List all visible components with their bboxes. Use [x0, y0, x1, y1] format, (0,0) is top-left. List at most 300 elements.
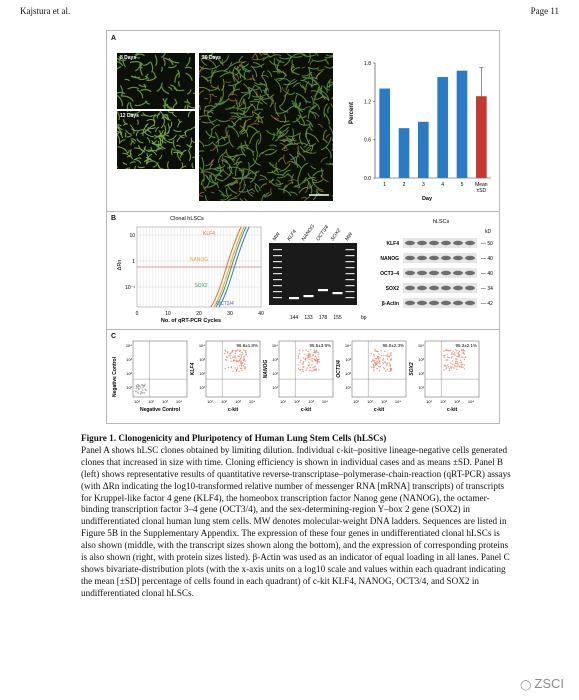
cell-event — [451, 357, 452, 358]
cell-event — [306, 368, 307, 369]
cell-event — [228, 367, 229, 368]
ladder-band — [346, 279, 355, 280]
cell-event — [457, 363, 458, 364]
cell-event — [308, 354, 309, 355]
cell-event — [225, 350, 226, 351]
quadrant-percentage: 96.8±1.8% — [236, 343, 258, 348]
kd-value: — 34 — [481, 286, 493, 292]
flow-x-tick: 10³ — [381, 399, 387, 404]
cell-event — [384, 368, 385, 369]
cell-event — [464, 353, 465, 354]
cell-event — [242, 352, 243, 353]
cell-event — [309, 370, 310, 371]
flow-x-tick: 10² — [148, 399, 154, 404]
cell-event — [459, 362, 460, 363]
cell-event — [304, 354, 305, 355]
running-header-author: Kajstura et al. — [20, 6, 71, 16]
protein-label: SOX2 — [385, 286, 399, 292]
ladder-band — [346, 297, 355, 298]
protein-label: β-Actin — [381, 301, 399, 307]
cell-event — [446, 368, 447, 369]
ladder-band — [273, 267, 282, 268]
cell-event — [318, 361, 319, 362]
flow-y-tick: 10³ — [199, 357, 205, 362]
y-tick-label: 0.0 — [364, 176, 371, 182]
micrograph-title: 12 Days — [120, 113, 139, 119]
cell-event — [383, 358, 384, 359]
cell-event — [300, 360, 301, 361]
cell-event — [308, 365, 309, 366]
cell-event — [371, 361, 372, 362]
cell-event — [444, 355, 445, 356]
protein-band — [405, 271, 415, 275]
cell-event — [140, 391, 141, 392]
cell-event — [240, 360, 241, 361]
protein-band — [417, 256, 427, 260]
cell-event — [452, 360, 453, 361]
x-tick-label: 4 — [441, 182, 445, 188]
cell-event — [313, 358, 314, 359]
cell-event — [457, 361, 458, 362]
protein-band — [405, 301, 415, 305]
cell-event — [298, 355, 299, 356]
cell-event — [454, 354, 455, 355]
cell-event — [299, 353, 300, 354]
flow-y-label: OCT3/4 — [336, 360, 342, 378]
panel-a-label: A — [111, 35, 117, 42]
cell-event — [465, 356, 466, 357]
flow-y-tick: 10¹ — [126, 385, 132, 390]
protein-band — [429, 241, 439, 245]
kd-value: — 40 — [481, 256, 493, 262]
cell-event — [235, 360, 236, 361]
cell-event — [312, 370, 313, 371]
cell-event — [232, 350, 233, 351]
ladder-band — [273, 249, 282, 250]
cell-event — [453, 350, 454, 351]
gene-curve-label: KLF4 — [203, 231, 215, 237]
cell-event — [387, 358, 388, 359]
protein-band — [453, 256, 463, 260]
cell-event — [298, 368, 299, 369]
cell-event — [458, 354, 459, 355]
cell-event — [232, 356, 233, 357]
micrograph-8-days — [117, 53, 195, 109]
cell-event — [371, 353, 372, 354]
cell-event — [390, 365, 391, 366]
cell-event — [142, 390, 143, 391]
cell-event — [455, 363, 456, 364]
western-blot — [369, 217, 495, 317]
qpcr-y-tick: 10⁻¹ — [125, 285, 135, 291]
flow-y-tick: 10¹ — [418, 385, 424, 390]
ladder-band — [273, 285, 282, 286]
flow-y-tick: 10⁴ — [198, 343, 205, 348]
qpcr-y-tick: 1 — [132, 259, 135, 265]
cell-event — [457, 352, 458, 353]
flow-y-tick: 10² — [126, 371, 132, 376]
cell-event — [227, 357, 228, 358]
cell-event — [312, 355, 313, 356]
cell-event — [239, 360, 240, 361]
transcript-size: 144 — [289, 315, 299, 321]
cell-event — [462, 367, 463, 368]
cell-event — [448, 350, 449, 351]
ladder-band — [273, 273, 282, 274]
flow-x-tick: 10¹ — [207, 399, 213, 404]
x-tick-label: Mean — [475, 182, 488, 188]
cell-event — [447, 359, 448, 360]
cell-event — [244, 360, 245, 361]
flow-y-tick: 10¹ — [272, 385, 278, 390]
cell-event — [379, 363, 380, 364]
cell-event — [447, 364, 448, 365]
cell-event — [138, 388, 139, 389]
cell-event — [446, 349, 447, 350]
flow-y-tick: 10⁴ — [417, 343, 424, 348]
cell-event — [374, 349, 375, 350]
cell-event — [378, 362, 379, 363]
x-tick-label: ±SD — [476, 188, 487, 194]
flow-y-tick: 10¹ — [345, 385, 351, 390]
quadrant-percentage: 95.3±2.1% — [455, 343, 477, 348]
cell-event — [226, 356, 227, 357]
watermark — [520, 676, 564, 691]
transcript-size: 133 — [304, 315, 313, 321]
cell-event — [240, 357, 241, 358]
cell-event — [244, 363, 245, 364]
cell-event — [244, 359, 245, 360]
cell-event — [144, 389, 145, 390]
cell-event — [383, 355, 384, 356]
protein-band — [429, 271, 439, 275]
flow-y-tick: 10¹ — [199, 385, 205, 390]
day-bar — [437, 77, 448, 178]
gel-lane-label: MW — [344, 231, 355, 243]
cell-event — [227, 351, 228, 352]
cell-event — [232, 371, 233, 372]
cell-event — [302, 350, 303, 351]
cell-event — [461, 362, 462, 363]
cell-event — [143, 386, 144, 387]
cell-event — [373, 354, 374, 355]
cell-event — [387, 369, 388, 370]
cell-event — [309, 353, 310, 354]
gel-lane-label: OCT3/4 — [315, 224, 331, 243]
ladder-band — [273, 261, 282, 262]
flow-y-label: KLF4 — [190, 362, 196, 376]
pcr-band — [333, 292, 343, 294]
cell-event — [238, 356, 239, 357]
y-tick-label: 0.6 — [364, 137, 371, 144]
kd-value: — 42 — [481, 301, 493, 307]
cell-event — [373, 370, 374, 371]
cell-event — [374, 365, 375, 366]
cell-event — [316, 350, 317, 351]
cloning-efficiency-chart — [347, 53, 495, 203]
flow-y-tick: 10² — [272, 371, 278, 376]
cells-texture — [117, 53, 195, 109]
cell-event — [462, 357, 463, 358]
flow-x-label: c-kit — [446, 407, 458, 413]
cell-event — [310, 349, 311, 350]
cell-event — [455, 366, 456, 367]
protein-band — [453, 301, 463, 305]
cell-event — [381, 355, 382, 356]
cell-event — [316, 368, 317, 369]
qpcr-title: Clonal hLSCs — [170, 216, 204, 222]
cell-event — [242, 362, 243, 363]
ladder-band — [346, 255, 355, 256]
day-bar — [379, 89, 390, 178]
cell-event — [225, 368, 226, 369]
cell-event — [234, 355, 235, 356]
cell-event — [315, 366, 316, 367]
flow-cytometry-row — [111, 335, 497, 421]
flow-plot — [425, 341, 479, 397]
cell-event — [457, 366, 458, 367]
cell-event — [303, 366, 304, 367]
cell-event — [452, 364, 453, 365]
cell-event — [459, 351, 460, 352]
ladder-band — [273, 291, 282, 292]
cell-event — [451, 352, 452, 353]
cell-event — [311, 358, 312, 359]
cell-event — [136, 388, 137, 389]
transcript-size: 178 — [318, 315, 328, 321]
protein-band — [465, 301, 475, 305]
panel-b-label: B — [111, 215, 117, 222]
cell-event — [464, 368, 465, 369]
cell-event — [139, 385, 140, 386]
qpcr-x-tick: 10 — [165, 311, 171, 317]
cell-event — [303, 371, 304, 372]
cell-event — [240, 368, 241, 369]
protein-band — [465, 271, 475, 275]
cells-texture — [117, 111, 195, 169]
cell-event — [246, 354, 247, 355]
cell-event — [378, 366, 379, 367]
cell-event — [464, 365, 465, 366]
flow-x-tick: 10² — [440, 399, 446, 404]
cell-event — [242, 354, 243, 355]
qpcr-y-label: ΔRn — [117, 259, 123, 271]
flow-x-tick: 10¹ — [353, 399, 359, 404]
cell-event — [318, 359, 319, 360]
cell-event — [444, 365, 445, 366]
cell-event — [463, 350, 464, 351]
cell-event — [315, 352, 316, 353]
cell-event — [241, 355, 242, 356]
protein-band — [441, 256, 451, 260]
cell-event — [462, 364, 463, 365]
chat-bubble-icon: ◯ — [520, 680, 532, 691]
cell-event — [456, 359, 457, 360]
quadrant-percentage: 96.0±2.3% — [382, 343, 404, 348]
cell-event — [317, 352, 318, 353]
cell-event — [140, 393, 141, 394]
cell-event — [142, 385, 143, 386]
x-tick-label: 3 — [421, 182, 425, 188]
cell-event — [144, 385, 145, 386]
flow-x-label: c-kit — [227, 407, 239, 413]
cell-event — [228, 355, 229, 356]
cell-event — [236, 350, 237, 351]
cell-event — [306, 349, 307, 350]
cell-event — [452, 367, 453, 368]
gel-lane-label: NANOG — [300, 223, 317, 243]
cell-event — [443, 369, 444, 370]
protein-band — [465, 286, 475, 290]
cell-event — [384, 351, 385, 352]
cell-event — [453, 354, 454, 355]
cell-event — [456, 369, 457, 370]
cell-event — [391, 358, 392, 359]
cell-event — [390, 360, 391, 361]
flow-x-tick: 10² — [221, 399, 227, 404]
cell-event — [376, 361, 377, 362]
cell-event — [235, 351, 236, 352]
cell-event — [303, 357, 304, 358]
protein-band — [429, 286, 439, 290]
ladder-band — [273, 279, 282, 280]
cell-event — [384, 361, 385, 362]
flow-y-tick: 10³ — [272, 357, 278, 362]
protein-band — [441, 286, 451, 290]
cell-event — [387, 362, 388, 363]
cell-event — [387, 354, 388, 355]
protein-label: NANOG — [380, 256, 399, 262]
flow-plot — [352, 341, 406, 397]
protein-band — [417, 286, 427, 290]
x-tick-label: 1 — [383, 182, 387, 188]
qpcr-x-tick: 20 — [196, 311, 202, 317]
ladder-band — [273, 255, 282, 256]
cell-event — [372, 360, 373, 361]
cell-event — [390, 370, 391, 371]
cell-event — [380, 366, 381, 367]
qpcr-x-tick: 40 — [258, 311, 264, 317]
protein-band — [441, 271, 451, 275]
cell-event — [462, 352, 463, 353]
protein-band — [453, 271, 463, 275]
western-unit: kD — [485, 229, 492, 235]
cell-event — [454, 352, 455, 353]
protein-band — [405, 241, 415, 245]
cell-event — [239, 365, 240, 366]
flow-y-label: NANOG — [263, 359, 269, 379]
flow-y-label: SOX2 — [409, 362, 415, 376]
cell-event — [461, 364, 462, 365]
pcr-band — [318, 289, 328, 291]
cell-event — [310, 367, 311, 368]
flow-x-tick: 10³ — [454, 399, 460, 404]
ladder-band — [346, 291, 355, 292]
cell-event — [446, 367, 447, 368]
cell-event — [390, 353, 391, 354]
cell-event — [237, 367, 238, 368]
cell-event — [241, 365, 242, 366]
cell-event — [245, 350, 246, 351]
cell-event — [305, 358, 306, 359]
cell-event — [316, 370, 317, 371]
micrograph-title: 8 Days — [120, 55, 137, 61]
cell-event — [374, 355, 375, 356]
cell-event — [238, 361, 239, 362]
cell-event — [383, 363, 384, 364]
cell-event — [236, 370, 237, 371]
cell-event — [230, 361, 231, 362]
cell-event — [373, 369, 374, 370]
cell-event — [141, 384, 142, 385]
cell-event — [303, 361, 304, 362]
cell-event — [464, 359, 465, 360]
cell-event — [144, 384, 145, 385]
cell-event — [461, 365, 462, 366]
flow-y-tick: 10³ — [418, 357, 424, 362]
cell-event — [374, 362, 375, 363]
cell-event — [460, 360, 461, 361]
cell-event — [456, 350, 457, 351]
cell-event — [461, 350, 462, 351]
flow-x-tick: 10¹ — [426, 399, 432, 404]
flow-x-tick: 10⁴ — [467, 399, 475, 404]
protein-band — [429, 301, 439, 305]
dna-gel — [269, 215, 367, 321]
cell-event — [448, 366, 449, 367]
cell-event — [245, 368, 246, 369]
cell-event — [308, 362, 309, 363]
cell-event — [443, 350, 444, 351]
cell-event — [451, 367, 452, 368]
ladder-band — [346, 267, 355, 268]
cell-event — [375, 350, 376, 351]
protein-band — [453, 286, 463, 290]
cell-event — [449, 357, 450, 358]
cell-event — [309, 356, 310, 357]
page-number: Page 11 — [530, 6, 559, 16]
flow-x-label: c-kit — [373, 407, 385, 413]
cell-event — [143, 392, 144, 393]
flow-x-tick: 10³ — [162, 399, 168, 404]
protein-band — [405, 256, 415, 260]
cell-event — [377, 357, 378, 358]
cell-event — [245, 352, 246, 353]
cell-event — [388, 371, 389, 372]
cell-event — [376, 351, 377, 352]
flow-x-tick: 10⁴ — [175, 399, 183, 404]
cell-event — [455, 358, 456, 359]
gene-curve-label: SOX2 — [194, 283, 208, 289]
cell-event — [314, 369, 315, 370]
cell-event — [234, 350, 235, 351]
cell-event — [312, 360, 313, 361]
gel-lane-label: KLF4 — [286, 228, 298, 243]
figure-panel — [106, 30, 500, 424]
flow-x-tick: 10³ — [235, 399, 241, 404]
flow-x-tick: 10⁴ — [321, 399, 329, 404]
cell-event — [230, 353, 231, 354]
micrograph-12-days — [117, 111, 195, 169]
transcript-size: 155 — [333, 315, 342, 321]
cell-event — [307, 357, 308, 358]
flow-x-label: Negative Control — [139, 407, 181, 413]
cell-event — [300, 362, 301, 363]
cell-event — [138, 384, 139, 385]
gene-curve-label: OCT3/4 — [216, 301, 234, 307]
cell-event — [142, 392, 143, 393]
cell-event — [311, 364, 312, 365]
